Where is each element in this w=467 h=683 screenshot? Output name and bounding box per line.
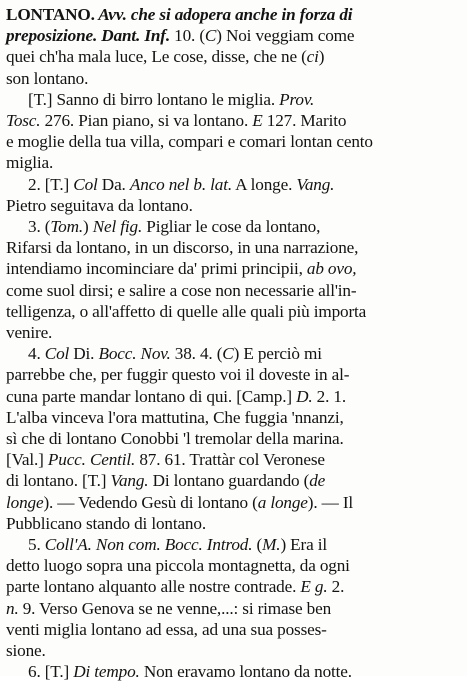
text-run: preposizione. Dant. Inf. bbox=[6, 26, 171, 46]
text-run: ) bbox=[83, 217, 93, 237]
entry-line bbox=[6, 280, 461, 301]
entry-line bbox=[6, 25, 461, 46]
entry-line bbox=[6, 364, 461, 385]
text-run: ). — Vedendo Gesù di lontano ( bbox=[43, 492, 258, 512]
entry-line bbox=[6, 661, 461, 682]
text-run: E g. bbox=[300, 577, 328, 597]
text-run: di lontano. [T.] bbox=[6, 471, 111, 491]
entry-line bbox=[6, 322, 461, 343]
text-run: ab ovo, bbox=[306, 259, 357, 279]
text-run: venire. bbox=[6, 323, 53, 343]
text-run: e moglie della tua villa, compari e comari lontan cento bbox=[6, 132, 373, 152]
entry-line bbox=[6, 195, 461, 216]
entry-line bbox=[6, 513, 461, 534]
text-run: 276. Pian piano, si va lontano. bbox=[40, 111, 253, 131]
entry-line bbox=[6, 237, 461, 258]
text-run: L'alba vinceva l'ora mattutina, Che fuggia 'nnanzi, bbox=[6, 407, 344, 427]
text-run: Pietro seguitava da lontano. bbox=[6, 195, 193, 215]
text-run: cuna parte mandar lontano di qui. [Camp.] bbox=[6, 386, 297, 406]
text-run: Tom. bbox=[50, 217, 83, 237]
text-run: [T.] Sanno di birro lontano le miglia. bbox=[28, 89, 280, 109]
text-run: sione. bbox=[6, 641, 46, 661]
text-run: 2. [T.] bbox=[28, 174, 74, 194]
text-run: ci bbox=[306, 47, 319, 67]
text-run: Di lontano guardando ( bbox=[148, 471, 310, 491]
text-run: 38. 4. ( bbox=[170, 344, 223, 364]
text-run: 127. Marito bbox=[262, 111, 347, 131]
entry-line bbox=[6, 216, 461, 237]
entry-line bbox=[6, 131, 461, 152]
text-run: ) E perciò mi bbox=[233, 344, 322, 364]
entry-line bbox=[6, 555, 461, 576]
text-run: Vang. bbox=[110, 471, 149, 491]
text-run: ) bbox=[318, 47, 325, 67]
text-run: de bbox=[309, 471, 326, 491]
entry-line bbox=[6, 619, 461, 640]
entry-line bbox=[6, 301, 461, 322]
text-run: A longe. bbox=[231, 174, 297, 194]
text-run: Prov. bbox=[279, 89, 315, 109]
text-run: Di. bbox=[69, 344, 99, 364]
text-run: C bbox=[204, 26, 217, 46]
text-run: parte lontano alquanto alle nostre contrade. bbox=[6, 577, 301, 597]
entry-line bbox=[6, 68, 461, 89]
text-run: 2. bbox=[327, 577, 345, 597]
text-run: ) Noi veggiam come bbox=[216, 26, 355, 46]
headword: LONTANO. bbox=[6, 5, 95, 24]
entry-line bbox=[6, 258, 461, 279]
entry-line bbox=[6, 4, 461, 25]
text-run: parrebbe che, per fuggir questo voi il doveste in al- bbox=[6, 365, 350, 385]
text-run: sì che di lontano Conobbi 'l tremolar della marina. bbox=[6, 429, 344, 449]
text-run: intendiamo incominciare da' primi principii, bbox=[6, 259, 307, 279]
text-run: Anco nel b. lat. bbox=[129, 174, 232, 194]
entry-line bbox=[6, 174, 461, 195]
text-run: [Val.] bbox=[6, 450, 48, 470]
dictionary-entry-lontano bbox=[6, 4, 461, 683]
text-run: Col bbox=[44, 344, 70, 364]
text-run: Di tempo. bbox=[73, 662, 140, 682]
text-run: Nel fig. bbox=[92, 217, 143, 237]
entry-line bbox=[6, 449, 461, 470]
text-run: Pucc. Centil. bbox=[47, 450, 136, 470]
text-run: ( bbox=[252, 535, 263, 555]
text-run: Vang. bbox=[296, 174, 335, 194]
text-run: 3. ( bbox=[28, 217, 51, 237]
text-run: venti miglia lontano ad essa, ad una sua posses- bbox=[6, 619, 327, 639]
entry-line bbox=[6, 386, 461, 407]
text-run: 4. bbox=[28, 344, 45, 364]
text-run: 9. Verso Genova se ne venne,...: si rimase ben bbox=[18, 598, 332, 618]
text-run: telligenza, o all'affetto di quelle alle quali più importa bbox=[6, 301, 367, 321]
text-run: detto luogo sopra una piccola montagnetta, da ogni bbox=[6, 556, 350, 576]
entry-line bbox=[6, 576, 461, 597]
text-run: Rifarsi da lontano, in un discorso, in una narrazione, bbox=[6, 238, 359, 258]
text-run: E bbox=[252, 111, 263, 131]
text-run: 10. ( bbox=[170, 26, 205, 46]
text-run: Bocc. Nov. bbox=[98, 344, 171, 364]
text-run: Avv. che si adopera anche in forza di bbox=[94, 5, 353, 24]
text-run: n. bbox=[6, 598, 19, 618]
text-run: Da. bbox=[97, 174, 130, 194]
entry-line bbox=[6, 152, 461, 173]
text-run: miglia. bbox=[6, 153, 54, 173]
text-run: Non eravamo lontano da notte. bbox=[139, 662, 352, 682]
text-run: 5. bbox=[28, 535, 45, 555]
text-run: longe bbox=[6, 492, 44, 512]
text-run: Tosc. bbox=[6, 111, 41, 131]
entry-line bbox=[6, 46, 461, 67]
text-run: son lontano. bbox=[6, 68, 89, 88]
text-run: 6. [T.] bbox=[28, 662, 74, 682]
entry-line bbox=[6, 640, 461, 661]
text-run: M. bbox=[262, 535, 281, 555]
entry-line bbox=[6, 534, 461, 555]
entry-line bbox=[6, 343, 461, 364]
text-run: ) Era il bbox=[280, 535, 327, 555]
entry-line bbox=[6, 110, 461, 131]
text-run: ). — Il bbox=[307, 492, 354, 512]
text-run: C bbox=[222, 344, 234, 364]
entry-line bbox=[6, 407, 461, 428]
text-run: Pubblicano stando di lontano. bbox=[6, 513, 206, 533]
entry-line bbox=[6, 428, 461, 449]
text-run: 87. 61. Trattàr col Veronese bbox=[135, 450, 325, 470]
text-run: Coll'A. Non com. Bocc. Introd. bbox=[44, 535, 253, 555]
text-run: quei ch'ha mala luce, Le cose, disse, che ne ( bbox=[6, 47, 307, 67]
entry-line bbox=[6, 470, 461, 491]
text-run: Col bbox=[73, 174, 98, 194]
text-run: Pigliar le cose da lontano, bbox=[142, 217, 321, 237]
entry-line bbox=[6, 492, 461, 513]
text-run: come suol dirsi; e salire a cose non necessarie all'in- bbox=[6, 280, 357, 300]
text-run: 2. 1. bbox=[312, 386, 346, 406]
text-run: a longe bbox=[257, 492, 308, 512]
entry-line bbox=[6, 89, 461, 110]
entry-line bbox=[6, 598, 461, 619]
text-run: D. bbox=[296, 386, 313, 406]
